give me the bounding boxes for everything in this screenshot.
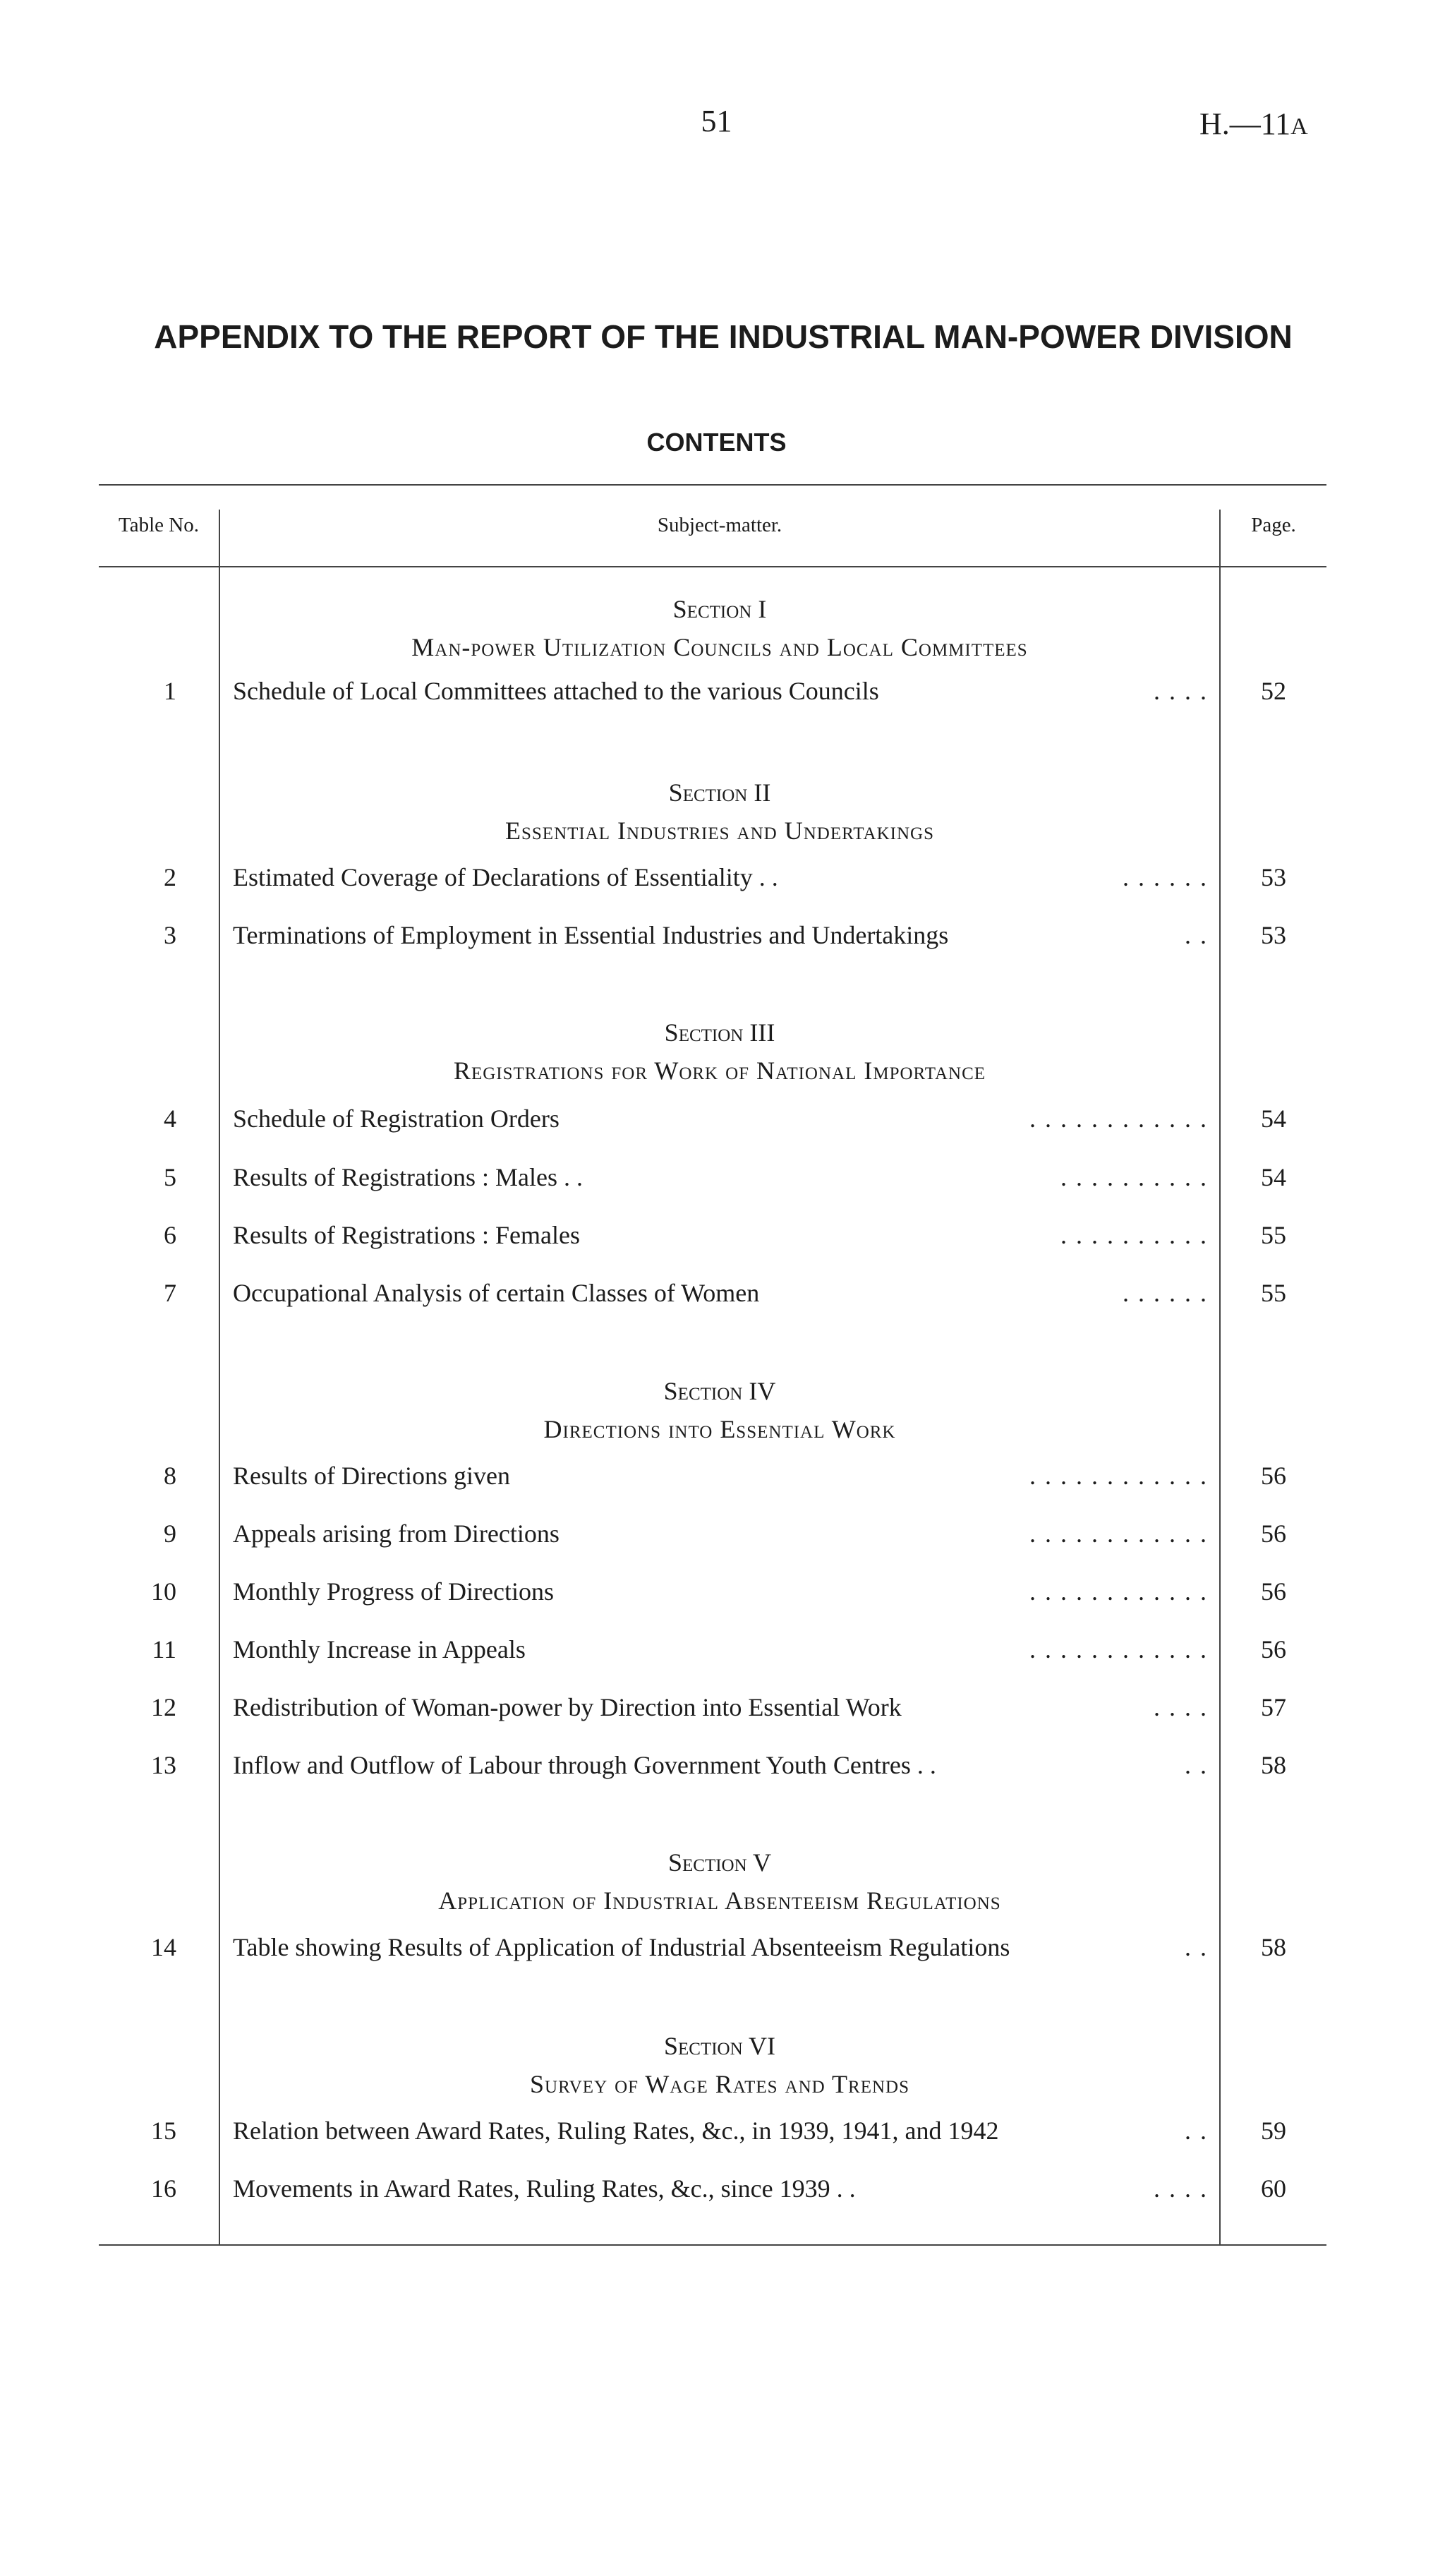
subject-text: Monthly Progress of Directions <box>233 1577 554 1606</box>
dot-leader: . . . . . . . . . . . . <box>1029 1519 1208 1548</box>
table-bottom-rule <box>99 2244 1326 2246</box>
page-ref: 58 <box>1261 1933 1286 1961</box>
document-reference-suffix: A <box>1290 114 1308 140</box>
subject-text: Schedule of Local Committees attached to the various Councils <box>233 677 879 705</box>
column-header-page: Page. <box>1251 514 1296 536</box>
section-name: Man-power Utilization Councils and Local Committees <box>411 633 1028 661</box>
document-reference-main: H.—11 <box>1199 107 1291 141</box>
page-title: APPENDIX TO THE REPORT OF THE INDUSTRIAL MAN-POWER DIVISION <box>154 318 1293 355</box>
table-header-rule <box>99 566 1326 567</box>
subject-text: Inflow and Outflow of Labour through Government Youth Centres . . <box>233 1751 936 1779</box>
subject-text: Relation between Award Rates, Ruling Rates, &c., in 1939, 1941, and 1942 <box>233 2117 999 2145</box>
table-row <box>99 1101 1326 1138</box>
page-ref: 57 <box>1261 1693 1286 1721</box>
dot-leader: . . . . . . . . . . . . <box>1029 1462 1208 1490</box>
page-ref: 52 <box>1261 677 1286 705</box>
section-heading-4 <box>220 1372 1219 1448</box>
dot-leader: . . . . <box>1154 677 1208 705</box>
table-top-rule <box>99 484 1326 486</box>
document-reference <box>1199 106 1308 142</box>
table-row <box>99 1458 1326 1495</box>
dot-leader: . . <box>1185 2117 1208 2145</box>
table-row <box>99 1632 1326 1668</box>
section-name: Directions into Essential Work <box>543 1415 896 1443</box>
table-number: 11 <box>152 1635 176 1663</box>
table-row <box>99 1747 1326 1784</box>
table-row <box>99 1160 1326 1196</box>
dot-leader: . . . . . . . . . . <box>1060 1221 1208 1249</box>
table-row <box>99 2113 1326 2150</box>
table-number: 13 <box>151 1751 176 1779</box>
subject-text: Monthly Increase in Appeals <box>233 1635 526 1663</box>
section-label: Section II <box>668 778 771 807</box>
section-name: Essential Industries and Undertakings <box>505 817 934 845</box>
page-ref: 53 <box>1261 921 1286 949</box>
dot-leader: . . . . <box>1154 1693 1208 1721</box>
column-header-subject: Subject-matter. <box>657 514 782 536</box>
table-row <box>99 1930 1326 1966</box>
page-ref: 54 <box>1261 1163 1286 1191</box>
dot-leader: . . . . . . . . . . <box>1060 1163 1208 1191</box>
subject-text: Results of Registrations : Females <box>233 1221 580 1249</box>
section-label: Section V <box>667 1848 772 1877</box>
contents-table <box>99 484 1326 2246</box>
subject-text: Terminations of Employment in Essential Industries and Undertakings <box>233 921 949 949</box>
section-name: Survey of Wage Rates and Trends <box>530 2070 909 2098</box>
table-row <box>99 1574 1326 1611</box>
section-heading-5 <box>220 1843 1219 1920</box>
subject-text: Results of Registrations : Males . . <box>233 1163 583 1191</box>
dot-leader: . . . . <box>1154 2174 1208 2203</box>
table-row <box>99 1516 1326 1553</box>
page-ref: 56 <box>1261 1519 1286 1548</box>
subject-text: Table showing Results of Application of Industrial Absenteeism Regulations <box>233 1933 1010 1961</box>
table-row <box>99 1275 1326 1312</box>
table-number: 3 <box>164 921 176 949</box>
table-row <box>99 917 1326 954</box>
section-heading-3 <box>220 1013 1219 1090</box>
dot-leader: . . <box>1185 1751 1208 1779</box>
page-ref: 58 <box>1261 1751 1286 1779</box>
page-ref: 53 <box>1261 863 1286 891</box>
dot-leader: . . <box>1185 1933 1208 1961</box>
table-row <box>99 1217 1326 1254</box>
table-number: 5 <box>164 1163 176 1191</box>
table-number: 4 <box>164 1105 176 1133</box>
page-ref: 54 <box>1261 1105 1286 1133</box>
table-number: 16 <box>151 2174 176 2203</box>
column-divider-right <box>1219 510 1221 2246</box>
dot-leader: . . . . . . <box>1123 1279 1208 1307</box>
page-ref: 56 <box>1261 1635 1286 1663</box>
table-row <box>99 860 1326 896</box>
page-ref: 59 <box>1261 2117 1286 2145</box>
section-label: Section III <box>664 1018 775 1047</box>
subject-text: Appeals arising from Directions <box>233 1519 560 1548</box>
table-number: 8 <box>164 1462 176 1490</box>
dot-leader: . . . . . . . . . . . . <box>1029 1577 1208 1606</box>
subject-text: Occupational Analysis of certain Classes of Women <box>233 1279 760 1307</box>
section-heading-6 <box>220 2027 1219 2103</box>
table-number: 12 <box>151 1693 176 1721</box>
page-ref: 55 <box>1261 1279 1286 1307</box>
table-number: 7 <box>164 1279 176 1307</box>
subject-text: Redistribution of Woman-power by Direction into Essential Work <box>233 1693 902 1721</box>
dot-leader: . . . . . . . . . . . . <box>1029 1105 1208 1133</box>
page-number: 51 <box>701 104 732 138</box>
subject-text: Estimated Coverage of Declarations of Essentiality . . <box>233 863 778 891</box>
dot-leader: . . <box>1185 921 1208 949</box>
section-label: Section IV <box>663 1377 776 1405</box>
subject-text: Results of Directions given <box>233 1462 510 1490</box>
dot-leader: . . . . . . <box>1123 863 1208 891</box>
page-ref: 55 <box>1261 1221 1286 1249</box>
section-heading-2 <box>220 774 1219 850</box>
page-ref: 56 <box>1261 1577 1286 1606</box>
subject-text: Movements in Award Rates, Ruling Rates, &c., since 1939 . . <box>233 2174 856 2203</box>
table-number: 9 <box>164 1519 176 1548</box>
contents-heading: CONTENTS <box>646 428 787 457</box>
table-number: 15 <box>151 2117 176 2145</box>
table-number: 2 <box>164 863 176 891</box>
table-number: 10 <box>151 1577 176 1606</box>
page-ref: 56 <box>1261 1462 1286 1490</box>
page-ref: 60 <box>1261 2174 1286 2203</box>
section-label: Section I <box>672 595 767 623</box>
subject-text: Schedule of Registration Orders <box>233 1105 560 1133</box>
section-label: Section VI <box>663 2032 775 2060</box>
table-row <box>99 2171 1326 2208</box>
table-row <box>99 673 1326 710</box>
section-heading-1 <box>220 590 1219 666</box>
section-name: Application of Industrial Absenteeism Regulations <box>438 1886 1001 1915</box>
section-name: Registrations for Work of National Importance <box>453 1057 986 1085</box>
table-row <box>99 1690 1326 1726</box>
table-number: 1 <box>164 677 176 705</box>
table-number: 14 <box>151 1933 176 1961</box>
dot-leader: . . . . . . . . . . . . <box>1029 1635 1208 1663</box>
column-header-table-no: Table No. <box>119 514 199 536</box>
table-number: 6 <box>164 1221 176 1249</box>
